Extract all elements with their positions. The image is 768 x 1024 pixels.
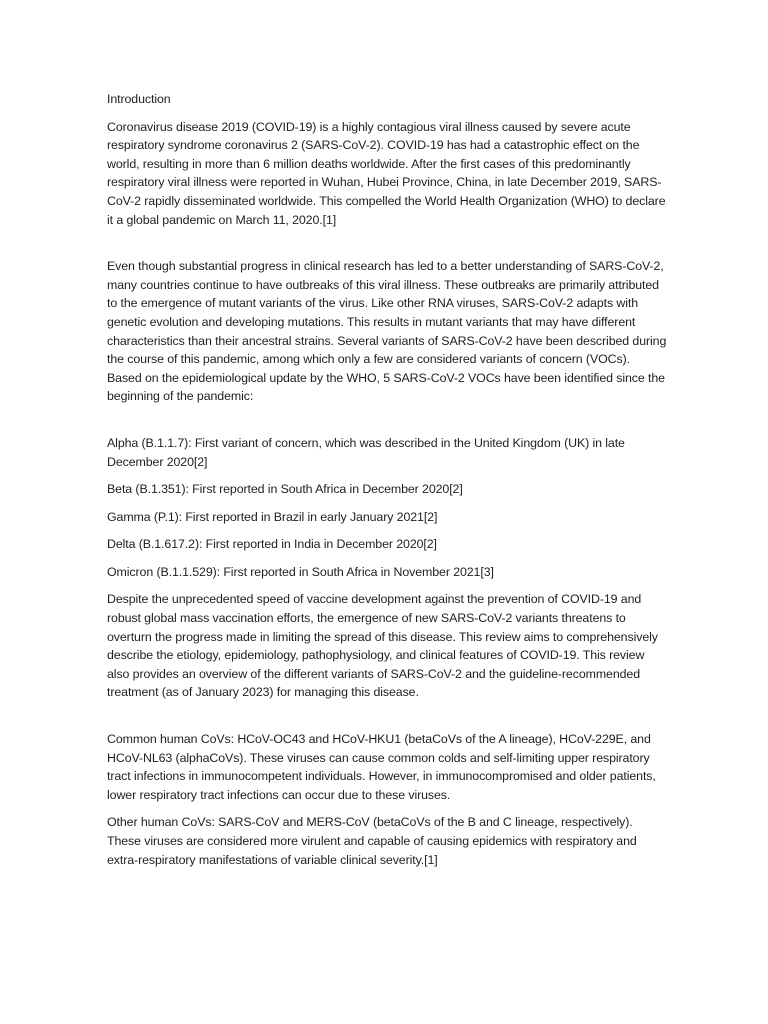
document-body xyxy=(107,90,667,878)
section-heading: Introduction xyxy=(107,92,171,106)
paragraph-variants-intro: Even though substantial progress in clinical research has led to a better understanding of SARS-CoV-2, many countries continue to have outbreaks of this viral illness. These outbreaks are primarily attributed to the emergence of mutant variants of the virus. Like other RNA viruses, SARS-CoV-2 adapts with genetic evolution and developing mutations. This results in mutant variants that may have different characteristics than their ancestral strains. Several variants of SARS-CoV-2 have been described during the course of this pandemic, among which only a few are considered variants of concern (VOCs). Based on the epidemiological update by the WHO, 5 SARS-CoV-2 VOCs have been identified since the beginning of the pandemic: xyxy=(107,259,667,404)
paragraph-common-human-covs: Common human CoVs: HCoV-OC43 and HCoV-HKU1 (betaCoVs of the A lineage), HCoV-229E, and HCoV-NL63 (alphaCoVs). These viruses can cause common colds and self-limiting upper respiratory tract infections in immunocompetent individuals. However, in immunocompromised and older patients, lower respiratory tract infections can occur due to these viruses. xyxy=(107,732,656,802)
paragraph-other-human-covs: Other human CoVs: SARS-CoV and MERS-CoV (betaCoVs of the B and C lineage, respectively). These viruses are considered more virulent and capable of causing epidemics with respiratory and extra-respiratory manifestations of variable clinical severity.[1] xyxy=(107,815,637,867)
variant-beta: Beta (B.1.351): First reported in South Africa in December 2020[2] xyxy=(107,482,463,497)
paragraph-review-aims: Despite the unprecedented speed of vaccine development against the prevention of COVID-19 and robust global mass vaccination efforts, the emergence of new SARS-CoV-2 variants threatens to overturn the progress made in limiting the spread of this disease. This review aims to comprehensively describe the etiology, epidemiology, pathophysiology, and clinical features of COVID-19. This review also provides an overview of the different variants of SARS-CoV-2 and the guideline-recommended treatment (as of January 2023) for managing this disease. xyxy=(107,592,658,700)
variant-omicron: Omicron (B.1.1.529): First reported in South Africa in November 2021[3] xyxy=(107,564,494,579)
variant-delta: Delta (B.1.617.2): First reported in India in December 2020[2] xyxy=(107,537,437,552)
paragraph-covid-overview: Coronavirus disease 2019 (COVID-19) is a highly contagious viral illness caused by severe acute respiratory syndrome coronavirus 2 (SARS-CoV-2). COVID-19 has had a catastrophic effect on the world, resulting in more than 6 million deaths worldwide. After the first cases of this predominantly respiratory viral illness were reported in Wuhan, Hubei Province, China, in late December 2019, SARS-CoV-2 rapidly disseminated worldwide. This compelled the World Health Organization (WHO) to declare it a global pandemic on March 11, 2020.[1] xyxy=(107,119,666,227)
variant-alpha: Alpha (B.1.1.7): First variant of concern, which was described in the United Kingdom (UK) in late December 2020[2] xyxy=(107,435,625,469)
variant-gamma: Gamma (P.1): First reported in Brazil in early January 2021[2] xyxy=(107,509,438,524)
